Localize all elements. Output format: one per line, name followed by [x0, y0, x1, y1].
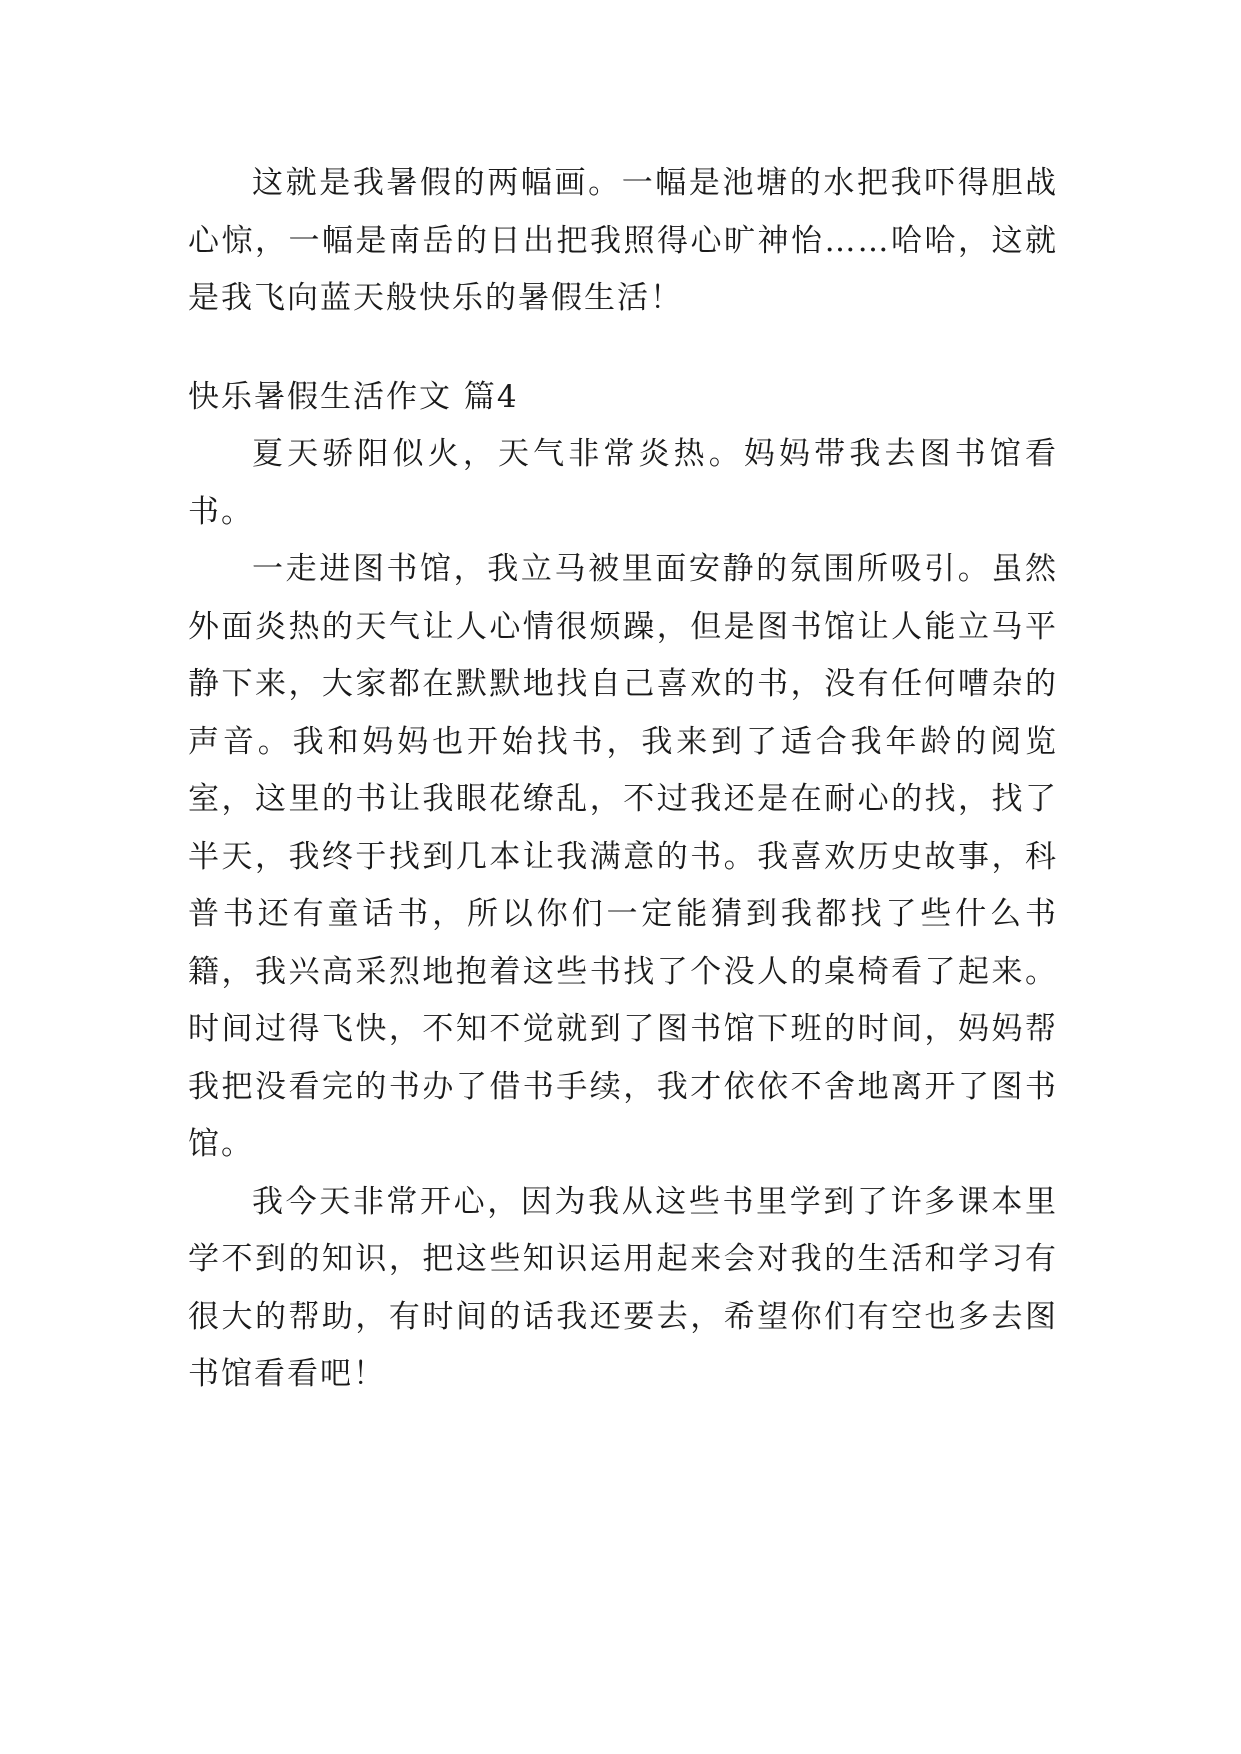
- paragraph-intro: 夏天骄阳似火，天气非常炎热。妈妈带我去图书馆看书。: [188, 436, 1058, 530]
- paragraph-summary: 这就是我暑假的两幅画。一幅是池塘的水把我吓得胆战心惊，一幅是南岳的日出把我照得心旷神怡……哈哈，这就是我飞向蓝天般快乐的暑假生活！: [188, 165, 1058, 316]
- section-heading: 快乐暑假生活作文 篇4: [188, 378, 519, 415]
- document-body: [188, 155, 1058, 1404]
- paragraph-conclusion: 我今天非常开心，因为我从这些书里学到了许多课本里学不到的知识，把这些知识运用起来会对我的生活和学习有很大的帮助，有时间的话我还要去，希望你们有空也多去图书馆看看吧！: [188, 1183, 1058, 1392]
- paragraph-library: 一走进图书馆，我立马被里面安静的氛围所吸引。虽然外面炎热的天气让人心情很烦躁，但是图书馆让人能立马平静下来，大家都在默默地找自己喜欢的书，没有任何嘈杂的声音。我和妈妈也开始找书，我来到了适合我年龄的阅览室，这里的书让我眼花缭乱，不过我还是在耐心的找，找了半天，我终于找到几本让我满意的书。我喜欢历史故事，科普书还有童话书，所以你们一定能猜到我都找了些什么书籍，我兴高采烈地抱着这些书找了个没人的桌椅看了起来。时间过得飞快，不知不觉就到了图书馆下班的时间，妈妈帮我把没看完的书办了借书手续，我才依依不舍地离开了图书馆。: [188, 551, 1058, 1162]
